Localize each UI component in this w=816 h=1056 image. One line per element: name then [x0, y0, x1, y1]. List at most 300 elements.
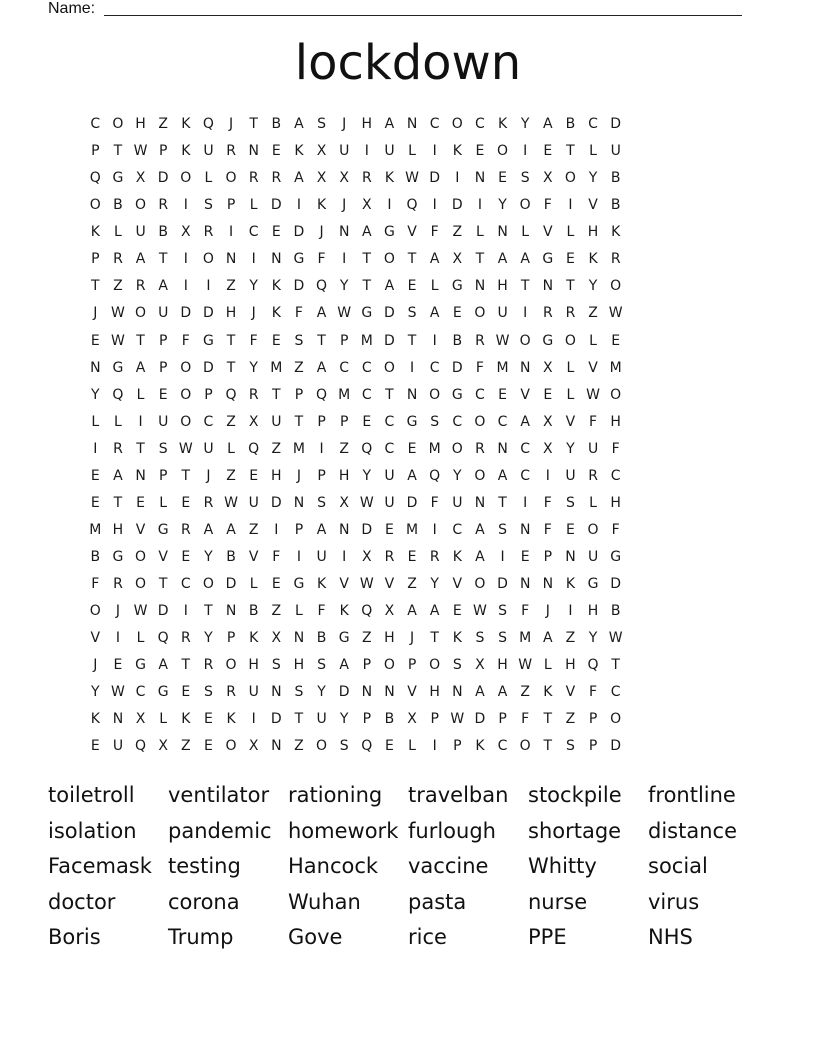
grid-letter: I [545, 467, 550, 484]
grid-letter: T [272, 386, 281, 403]
grid-letter: C [135, 684, 146, 701]
grid-letter: E [90, 494, 100, 511]
grid-letter: Z [520, 684, 530, 701]
grid-letter: Y [91, 684, 100, 701]
grid-letter: T [181, 467, 191, 484]
grid-letter: X [543, 359, 553, 376]
grid-letter: J [251, 305, 256, 322]
grid-letter: X [543, 170, 553, 187]
grid-letter: I [500, 549, 505, 565]
grid-letter: M [428, 440, 441, 457]
word-row [48, 849, 788, 885]
grid-letter: F [521, 711, 530, 728]
grid-letter: V [407, 684, 417, 701]
grid-letter: P [294, 521, 304, 538]
word-item: homework [288, 818, 399, 843]
grid-letter: Y [339, 278, 349, 295]
grid-letter: O [112, 116, 124, 132]
grid-letter: N [519, 521, 531, 538]
grid-letter: S [498, 521, 507, 538]
grid-letter: N [452, 684, 463, 701]
grid-letter: O [429, 657, 441, 674]
word-item: Boris [48, 925, 101, 950]
grid-letter: W [473, 603, 487, 620]
grid-letter: M [292, 440, 305, 457]
grid-letter: L [136, 386, 145, 403]
grid-letter: K [452, 143, 462, 160]
grid-row [84, 140, 627, 167]
grid-letter: H [248, 657, 259, 674]
grid-letter: L [249, 197, 258, 214]
grid-letter: N [474, 170, 486, 187]
grid-letter: W [133, 143, 148, 160]
grid-letter: R [135, 278, 146, 295]
grid-letter: U [610, 143, 621, 160]
word-item: doctor [48, 889, 116, 914]
grid-letter: M [338, 386, 351, 403]
grid-letter: E [407, 278, 417, 295]
grid-letter: A [543, 630, 553, 647]
grid-letter: U [316, 549, 327, 565]
grid-letter: B [316, 630, 327, 647]
grid-letter: S [294, 332, 304, 349]
grid-letter: A [339, 657, 349, 674]
grid-letter: K [226, 711, 236, 728]
grid-letter: B [90, 549, 101, 565]
grid-letter: O [610, 386, 622, 403]
grid-letter: L [114, 224, 122, 241]
grid-letter: Q [361, 603, 373, 620]
grid-letter: X [248, 413, 259, 430]
grid-letter: Y [520, 116, 530, 132]
grid-letter: R [384, 549, 395, 565]
grid-letter: T [543, 738, 553, 755]
grid-letter: O [610, 278, 622, 295]
grid-letter: D [203, 305, 214, 322]
grid-letter: E [249, 467, 259, 484]
grid-letter: C [610, 467, 621, 484]
grid-letter: D [203, 359, 214, 376]
grid-letter: F [475, 359, 484, 376]
grid-letter: O [135, 197, 147, 214]
grid-letter: Z [226, 278, 236, 295]
grid-letter: V [135, 521, 146, 538]
grid-letter: G [451, 386, 463, 403]
grid-letter: G [542, 251, 554, 268]
grid-letter: F [543, 521, 552, 538]
grid-row [84, 357, 627, 384]
grid-letter: S [498, 603, 507, 620]
grid-letter: E [204, 738, 213, 755]
grid-letter: N [248, 143, 259, 160]
grid-letter: S [475, 630, 485, 647]
grid-letter: U [497, 305, 508, 322]
grid-letter: Z [226, 467, 236, 484]
grid-letter: F [249, 332, 258, 349]
word-item: stockpile [528, 783, 622, 807]
grid-letter: M [270, 359, 283, 376]
grid-letter: U [384, 494, 395, 511]
grid-letter: K [452, 630, 462, 647]
grid-letter: A [543, 116, 553, 132]
grid-letter: T [566, 278, 575, 295]
grid-letter: O [202, 576, 214, 593]
grid-letter: X [135, 711, 146, 728]
grid-letter: N [497, 440, 508, 457]
grid-letter: O [474, 467, 486, 484]
grid-letter: Y [430, 576, 439, 593]
grid-letter: E [158, 386, 168, 403]
grid-letter: E [407, 549, 417, 565]
grid-letter: I [432, 197, 437, 214]
word-item: toiletroll [48, 783, 135, 807]
grid-letter: E [271, 332, 281, 349]
grid-letter: F [317, 251, 326, 268]
word-item: virus [648, 889, 700, 914]
grid-letter: W [111, 684, 125, 701]
grid-letter: A [429, 251, 440, 268]
grid-letter: L [136, 630, 145, 647]
grid-letter: C [520, 440, 531, 457]
grid-letter: I [523, 494, 528, 511]
grid-letter: Z [294, 359, 304, 376]
grid-letter: H [429, 684, 440, 701]
grid-letter: I [568, 603, 573, 620]
word-row [48, 885, 788, 921]
grid-letter: V [90, 630, 101, 647]
grid-letter: R [248, 170, 259, 187]
grid-letter: N [497, 224, 508, 241]
grid-letter: D [361, 521, 373, 538]
grid-letter: Z [362, 630, 372, 647]
grid-letter: T [543, 711, 553, 728]
grid-letter: D [270, 711, 282, 728]
grid-letter: K [452, 549, 462, 565]
grid-letter: N [293, 494, 305, 511]
grid-letter: C [497, 738, 508, 755]
grid-letter: X [135, 170, 146, 187]
grid-letter: R [248, 386, 259, 403]
grid-letter: A [429, 305, 440, 322]
grid-letter: N [135, 467, 146, 484]
grid-letter: D [225, 576, 237, 593]
grid-letter: P [91, 143, 100, 160]
grid-letter: R [113, 440, 123, 457]
grid-letter: I [138, 413, 143, 430]
grid-letter: T [226, 359, 236, 376]
grid-letter: V [384, 576, 395, 593]
grid-letter: R [271, 170, 282, 187]
grid-letter: X [543, 413, 553, 430]
grid-letter: Y [566, 440, 575, 457]
grid-letter: E [566, 521, 575, 538]
grid-letter: Z [565, 630, 576, 647]
grid-letter: C [384, 413, 395, 430]
grid-letter: J [93, 657, 98, 674]
grid-letter: C [429, 116, 440, 132]
grid-letter: L [543, 657, 552, 674]
grid-letter: G [361, 305, 373, 322]
grid-letter: R [542, 305, 553, 322]
word-item: vaccine [408, 854, 489, 879]
grid-letter: G [293, 576, 305, 593]
word-item: Gove [288, 925, 343, 950]
grid-letter: K [565, 576, 576, 593]
grid-letter: B [610, 197, 621, 214]
grid-letter: E [475, 143, 485, 160]
grid-letter: Y [91, 386, 100, 403]
grid-row [84, 221, 627, 248]
grid-letter: R [588, 467, 598, 484]
grid-letter: L [204, 170, 213, 187]
grid-letter: Y [362, 467, 372, 484]
grid-letter: N [542, 576, 554, 593]
grid-letter: K [316, 576, 327, 593]
grid-letter: S [407, 305, 417, 322]
grid-letter: Z [565, 711, 576, 728]
grid-letter: L [408, 143, 416, 160]
grid-letter: J [342, 197, 347, 214]
grid-letter: S [452, 657, 462, 674]
grid-letter: L [589, 143, 597, 160]
grid-letter: K [316, 197, 327, 214]
grid-letter: F [272, 549, 281, 565]
grid-letter: S [203, 197, 213, 214]
grid-letter: O [519, 332, 531, 349]
grid-letter: H [497, 657, 508, 674]
grid-letter: A [362, 224, 372, 241]
grid-letter: D [293, 278, 305, 295]
grid-letter: V [339, 576, 349, 593]
grid-letter: X [339, 494, 349, 511]
grid-letter: N [112, 711, 124, 728]
word-item: distance [648, 818, 737, 843]
grid-letter: A [520, 251, 530, 268]
grid-letter: N [474, 494, 486, 511]
grid-letter: P [588, 738, 598, 755]
grid-letter: I [342, 549, 347, 565]
grid-row [84, 627, 627, 654]
grid-letter: J [228, 116, 234, 132]
grid-row [84, 384, 627, 411]
grid-letter: Y [588, 278, 598, 295]
grid-letter: T [181, 657, 191, 674]
grid-letter: M [89, 521, 102, 538]
grid-letter: T [362, 251, 372, 268]
grid-letter: N [474, 278, 486, 295]
grid-letter: K [339, 603, 349, 620]
grid-letter: O [474, 413, 486, 430]
grid-letter: P [158, 359, 168, 376]
grid-letter: G [542, 332, 554, 349]
grid-letter: Q [225, 386, 237, 403]
grid-letter: N [271, 684, 282, 701]
grid-row [84, 519, 627, 546]
grid-letter: Z [226, 413, 236, 430]
grid-letter: U [452, 494, 463, 511]
grid-letter: O [451, 116, 463, 132]
grid-letter: R [361, 170, 372, 187]
grid-letter: E [90, 738, 100, 755]
grid-letter: V [565, 684, 576, 701]
grid-letter: T [113, 143, 123, 160]
grid-letter: Z [248, 521, 259, 538]
grid-letter: Z [452, 224, 463, 241]
grid-letter: U [587, 549, 599, 565]
grid-letter: E [611, 332, 621, 349]
grid-letter: C [475, 116, 485, 132]
grid-letter: Z [271, 440, 282, 457]
grid-letter: O [225, 657, 237, 674]
grid-letter: C [610, 684, 621, 701]
grid-letter: J [296, 467, 301, 484]
grid-letter: T [407, 251, 417, 268]
grid-letter: R [158, 197, 169, 214]
grid-letter: P [158, 143, 168, 160]
grid-letter: T [611, 657, 620, 674]
word-item: NHS [648, 925, 693, 950]
name-label: Name: [48, 0, 96, 17]
grid-letter: I [455, 170, 460, 187]
grid-letter: E [271, 576, 281, 593]
grid-letter: Q [202, 116, 214, 132]
grid-row [84, 492, 627, 519]
grid-letter: F [611, 440, 620, 457]
grid-letter: O [180, 170, 192, 187]
grid-letter: A [384, 116, 395, 132]
grid-letter: F [430, 494, 439, 511]
grid-letter: F [294, 305, 303, 322]
grid-letter: I [523, 305, 528, 322]
grid-letter: F [589, 413, 598, 430]
grid-row [84, 735, 627, 762]
grid-letter: H [610, 494, 621, 511]
grid-letter: H [384, 630, 395, 647]
grid-letter: F [589, 684, 598, 701]
grid-letter: R [180, 521, 191, 538]
grid-row [84, 465, 627, 492]
grid-letter: M [406, 521, 419, 538]
grid-letter: N [338, 224, 350, 241]
grid-letter: U [248, 684, 259, 701]
grid-letter: W [586, 386, 600, 403]
grid-letter: U [135, 224, 146, 241]
grid-letter: X [248, 738, 259, 755]
grid-letter: Y [339, 711, 349, 728]
grid-letter: Z [181, 738, 191, 755]
grid-letter: V [520, 386, 530, 403]
grid-letter: N [271, 738, 282, 755]
grid-letter: O [474, 576, 486, 593]
grid-letter: E [385, 521, 394, 538]
grid-letter: O [429, 386, 441, 403]
grid-letter: N [565, 549, 576, 565]
grid-letter: A [475, 684, 485, 701]
grid-letter: N [361, 684, 373, 701]
grid-letter: S [565, 738, 575, 755]
grid-letter: Q [361, 440, 373, 457]
grid-letter: F [430, 224, 439, 241]
grid-letter: D [474, 711, 486, 728]
grid-letter: D [270, 197, 282, 214]
grid-row [84, 330, 627, 357]
grid-letter: K [181, 116, 191, 132]
grid-letter: M [360, 332, 373, 349]
grid-letter: K [90, 711, 100, 728]
grid-letter: B [565, 116, 576, 132]
grid-letter: I [409, 359, 415, 376]
grid-letter: A [497, 467, 508, 484]
grid-letter: O [383, 657, 395, 674]
grid-letter: Y [204, 630, 213, 647]
grid-letter: V [452, 576, 463, 593]
grid-letter: E [498, 386, 507, 403]
grid-letter: O [180, 386, 192, 403]
grid-letter: T [294, 413, 304, 430]
grid-letter: V [543, 224, 553, 241]
grid-letter: D [497, 576, 508, 593]
word-item: corona [168, 889, 240, 914]
grid-letter: L [566, 359, 575, 376]
grid-letter: A [158, 657, 168, 674]
grid-letter: F [317, 603, 326, 620]
word-item: isolation [48, 818, 137, 843]
word-item: Whitty [528, 854, 597, 879]
grid-row [84, 546, 627, 573]
grid-letter: N [90, 359, 101, 376]
grid-letter: Q [406, 197, 418, 214]
grid-letter: I [183, 278, 188, 295]
grid-letter: P [498, 711, 507, 728]
grid-letter: D [610, 738, 622, 755]
grid-letter: I [251, 711, 256, 728]
grid-letter: P [362, 711, 372, 728]
grid-row [84, 167, 627, 194]
grid-letter: B [452, 332, 463, 349]
grid-row [84, 681, 627, 708]
grid-letter: W [224, 494, 238, 511]
grid-letter: L [566, 224, 575, 241]
grid-letter: R [203, 224, 214, 241]
grid-letter: O [610, 711, 622, 728]
grid-letter: N [293, 630, 305, 647]
grid-letter: Z [407, 576, 417, 593]
grid-letter: O [180, 359, 192, 376]
grid-letter: G [203, 332, 214, 349]
grid-letter: C [384, 440, 395, 457]
grid-letter: R [226, 684, 236, 701]
grid-row [84, 708, 627, 735]
grid-letter: V [158, 549, 168, 565]
grid-letter: T [317, 332, 326, 349]
grid-letter: S [565, 494, 575, 511]
grid-letter: F [611, 521, 620, 538]
grid-letter: F [91, 576, 100, 593]
grid-letter: C [248, 224, 259, 241]
grid-letter: Q [587, 657, 599, 674]
grid-letter: K [294, 143, 304, 160]
word-item: PPE [528, 925, 567, 950]
grid-letter: J [409, 630, 415, 647]
grid-letter: V [588, 197, 598, 214]
grid-letter: O [89, 197, 101, 214]
grid-letter: K [497, 116, 508, 132]
grid-letter: P [339, 413, 349, 430]
grid-letter: S [317, 116, 326, 132]
grid-letter: C [588, 116, 598, 132]
grid-letter: J [342, 116, 347, 132]
grid-letter: O [564, 332, 576, 349]
